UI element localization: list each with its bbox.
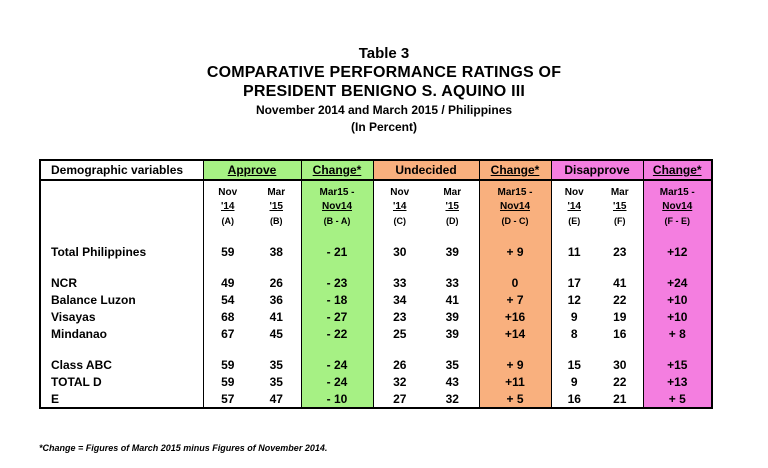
table-title-line-1: COMPARATIVE PERFORMANCE RATINGS OF [206,64,562,81]
value-cell: - 23 [301,274,373,291]
value-cell: 22 [597,373,643,390]
value-cell: 27 [373,390,426,408]
value-cell: 36 [252,291,301,308]
value-cell: 68 [203,308,252,325]
table-subtitle: November 2014 and March 2015 / Philippines [255,103,513,117]
value-cell: - 22 [301,325,373,342]
subheader-cell: Nov [373,180,426,199]
value-cell: 59 [203,373,252,390]
value-cell: 19 [597,308,643,325]
value-cell: - 10 [301,390,373,408]
value-cell: +10 [643,308,712,325]
subheader-cell: Nov14 [479,199,551,213]
value-cell: 49 [203,274,252,291]
value-cell: +12 [643,243,712,260]
value-cell: 23 [373,308,426,325]
subheader-cell: (D) [426,213,479,229]
row-label: Total Philippines [40,243,203,260]
row-label: Visayas [40,308,203,325]
subheader-cell: (F - E) [643,213,712,229]
value-cell: 32 [373,373,426,390]
value-cell: 67 [203,325,252,342]
value-cell: 59 [203,356,252,373]
subheader-cell: Mar15 - [301,180,373,199]
row-label: E [40,390,203,408]
table-row [40,356,712,373]
value-cell: 21 [597,390,643,408]
value-cell: 41 [597,274,643,291]
subheader-cell: Nov [551,180,597,199]
value-cell: 41 [252,308,301,325]
subheader-cell: '14 [551,199,597,213]
value-cell: 22 [597,291,643,308]
value-cell: +15 [643,356,712,373]
ratings-table [39,159,713,409]
value-cell: 25 [373,325,426,342]
value-cell: 47 [252,390,301,408]
value-cell: + 7 [479,291,551,308]
table-row [40,373,712,390]
value-cell: 0 [479,274,551,291]
value-cell: 43 [426,373,479,390]
value-cell: +16 [479,308,551,325]
table-row [40,308,712,325]
table-row [40,291,712,308]
value-cell: +24 [643,274,712,291]
disapprove-change-header: Change* [643,160,712,180]
table-row [40,243,712,260]
value-cell: 9 [551,308,597,325]
subheader-cell: Mar15 - [479,180,551,199]
value-cell: 11 [551,243,597,260]
table-unit-note: (In Percent) [350,120,417,134]
subheader-cell: (C) [373,213,426,229]
subheader-cell: Mar [426,180,479,199]
value-cell: 12 [551,291,597,308]
value-cell: 9 [551,373,597,390]
value-cell: 34 [373,291,426,308]
value-cell: 30 [373,243,426,260]
row-label: TOTAL D [40,373,203,390]
subheader-row-3 [40,213,712,229]
subheader-cell: Mar [252,180,301,199]
disapprove-header: Disapprove [551,160,643,180]
table-row [40,390,712,408]
approve-change-header: Change* [301,160,373,180]
value-cell: - 27 [301,308,373,325]
value-cell: 26 [252,274,301,291]
value-cell: +14 [479,325,551,342]
table-row [40,274,712,291]
value-cell: 38 [252,243,301,260]
demographic-header: Demographic variables [40,160,203,180]
value-cell: - 24 [301,356,373,373]
value-cell: 57 [203,390,252,408]
header-row [40,160,712,180]
row-label: Mindanao [40,325,203,342]
value-cell: 26 [373,356,426,373]
row-label: Class ABC [40,356,203,373]
subheader-cell: Mar15 - [643,180,712,199]
value-cell: - 21 [301,243,373,260]
subheader-cell: (B) [252,213,301,229]
value-cell: + 9 [479,243,551,260]
value-cell: 33 [426,274,479,291]
subheader-cell: '15 [426,199,479,213]
value-cell: 39 [426,243,479,260]
value-cell: 17 [551,274,597,291]
subheader-cell: (B - A) [301,213,373,229]
title-block [0,44,768,135]
subheader-cell: (F) [597,213,643,229]
value-cell: 16 [597,325,643,342]
value-cell: 8 [551,325,597,342]
subheader-row-1 [40,180,712,199]
subheader-cell: Nov [203,180,252,199]
value-cell: 39 [426,308,479,325]
undecided-change-header: Change* [479,160,551,180]
value-cell: + 8 [643,325,712,342]
value-cell: 54 [203,291,252,308]
value-cell: 30 [597,356,643,373]
subheader-cell: '15 [252,199,301,213]
value-cell: - 18 [301,291,373,308]
value-cell: 35 [426,356,479,373]
value-cell: 16 [551,390,597,408]
value-cell: 33 [373,274,426,291]
value-cell: 59 [203,243,252,260]
row-label: Balance Luzon [40,291,203,308]
footnote: *Change = Figures of March 2015 minus Figures of November 2014. [39,443,328,453]
value-cell: +13 [643,373,712,390]
value-cell: 23 [597,243,643,260]
undecided-header: Undecided [373,160,479,180]
value-cell: +10 [643,291,712,308]
subheader-cell: '14 [373,199,426,213]
table-number: Table 3 [358,45,410,62]
table-row [40,325,712,342]
approve-header: Approve [203,160,301,180]
value-cell: 45 [252,325,301,342]
row-label: NCR [40,274,203,291]
subheader-cell: (D - C) [479,213,551,229]
value-cell: + 5 [643,390,712,408]
value-cell: 15 [551,356,597,373]
subheader-cell: Nov14 [643,199,712,213]
value-cell: 35 [252,356,301,373]
subheader-cell: Nov14 [301,199,373,213]
value-cell: 35 [252,373,301,390]
value-cell: +11 [479,373,551,390]
value-cell: + 5 [479,390,551,408]
table-title-line-2: PRESIDENT BENIGNO S. AQUINO III [242,83,526,100]
value-cell: 41 [426,291,479,308]
value-cell: 32 [426,390,479,408]
subheader-cell: '15 [597,199,643,213]
subheader-row-2 [40,199,712,213]
value-cell: - 24 [301,373,373,390]
subheader-cell: Mar [597,180,643,199]
subheader-cell: (E) [551,213,597,229]
value-cell: + 9 [479,356,551,373]
value-cell: 39 [426,325,479,342]
subheader-cell: (A) [203,213,252,229]
subheader-cell: '14 [203,199,252,213]
